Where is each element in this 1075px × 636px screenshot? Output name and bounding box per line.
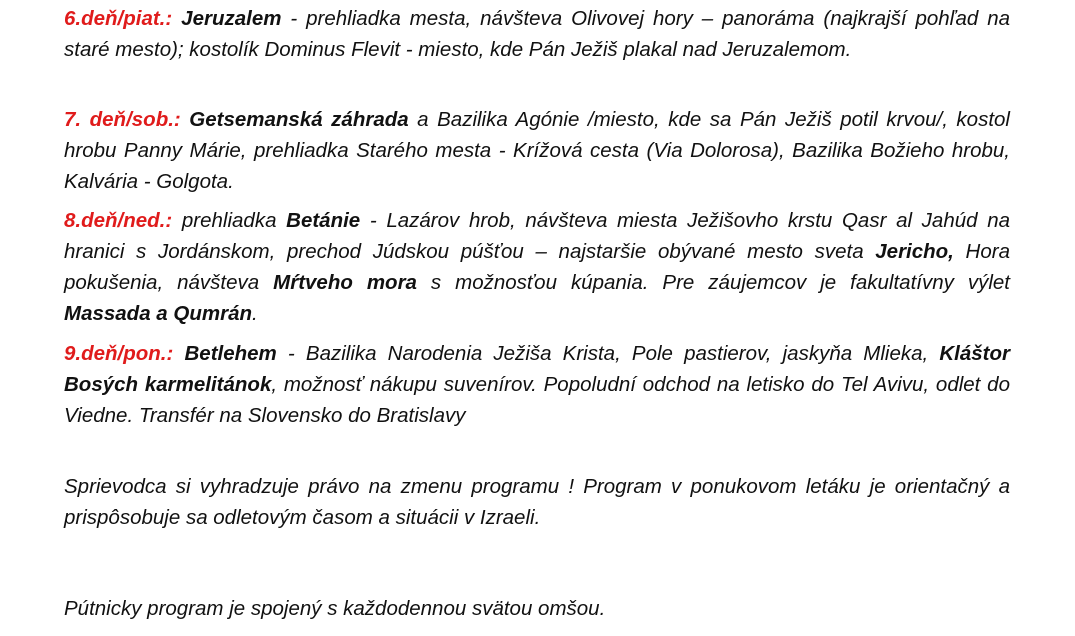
program-change-note: Sprievodca si vyhradzuje právo na zmenu programu ! Program v ponukovom letáku je orientačný a prispôsobuje sa odletovým časom a situácii v Izraeli. (64, 475, 1010, 529)
text-segment: Hora pokušenia, návšteva (64, 240, 1010, 294)
daily-mass-note: Pútnicky program je spojený s každodennou svätou omšou. (64, 597, 606, 620)
day-7-label: 7. deň/sob.: (64, 108, 181, 131)
place-name: Jeruzalem (181, 7, 282, 30)
day-9-label: 9.deň/pon.: (64, 342, 174, 365)
text-segment (173, 342, 184, 365)
text-segment: , možnosť nákupu suvenírov. Popoludní odchod na letisko do Tel Avivu, odlet do Viedne. Transfér na Slovensko do Bratislavy (64, 373, 1010, 427)
text-segment (172, 7, 181, 30)
place-name: Betlehem (184, 342, 277, 365)
place-name: Jericho, (875, 240, 954, 263)
text-segment (181, 108, 190, 131)
day-6-paragraph (64, 3, 1010, 65)
day-7-paragraph (64, 104, 1010, 197)
text-segment: - prehliadka mesta, návšteva Olivovej hory – panoráma (najkrajší pohľad na staré mesto); kostolík Dominus Flevit - miesto, kde Pán Ježiš plakal nad Jeruzalemom. (64, 7, 1010, 61)
text-segment: prehliadka (172, 209, 287, 232)
text-segment: - Lazárov hrob, návšteva miesta Ježišovho krstu Qasr al Jahúd na hranici s Jordánskom, prechod Júdskou púšťou – najstaršie obývané mesto sveta (64, 209, 1011, 263)
place-name: Betánie (286, 209, 361, 232)
place-name: Getsemanská záhrada (189, 108, 409, 131)
day-6-label: 6.deň/piat.: (64, 7, 173, 30)
place-name: Mŕtveho mora (273, 271, 417, 294)
text-segment: a Bazilika Agónie /miesto, kde sa Pán Ježiš potil krvou/, kostol hrobu Panny Márie, prehliadka Starého mesta - Krížová cesta (Via Dolorosa), Bazilika Božieho hrobu, Kalvária - Golgota. (64, 108, 1010, 193)
place-name: Massada a Qumrán (64, 302, 252, 325)
text-segment: . (252, 302, 258, 325)
text-segment: - Bazilika Narodenia Ježiša Krista, Pole pastierov, jaskyňa Mlieka, (276, 342, 940, 365)
day-8-paragraph (64, 205, 1010, 329)
day-8-label: 8.deň/ned.: (64, 209, 173, 232)
place-name: Kláštor Bosých karmelitánok (64, 342, 1010, 396)
text-segment: s možnosťou kúpania. Pre záujemcov je fakultatívny výlet (416, 271, 1010, 294)
day-9-paragraph (64, 338, 1010, 431)
